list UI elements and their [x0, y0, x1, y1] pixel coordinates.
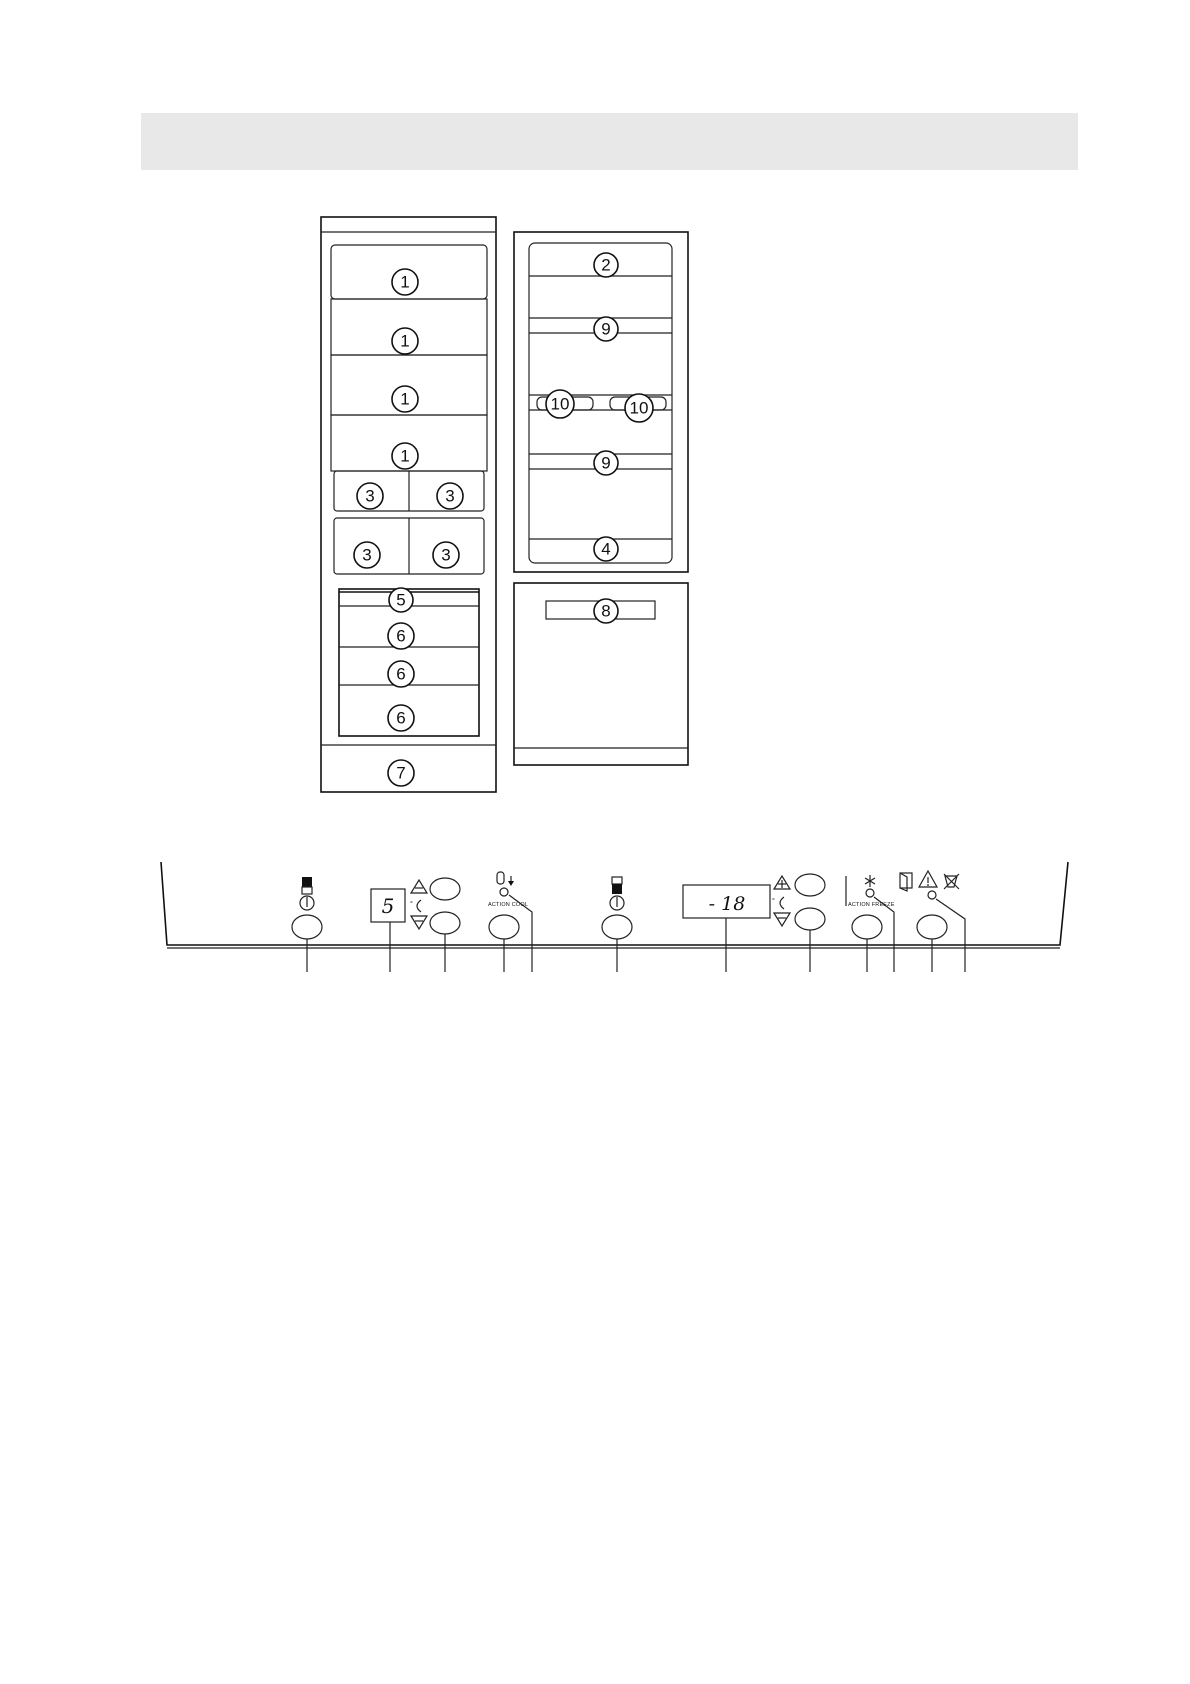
callout-2 — [594, 253, 618, 277]
action-freeze-label: ACTION FREEZE — [848, 902, 895, 908]
svg-text:4: 4 — [601, 539, 611, 559]
svg-text:6: 6 — [396, 708, 406, 728]
fridge-temp-value: 5 — [381, 894, 395, 918]
callout-3 — [357, 483, 383, 509]
action-freeze-button[interactable] — [852, 915, 882, 939]
freezer-temp-up-button[interactable] — [795, 874, 825, 896]
callout-3 — [437, 483, 463, 509]
action-freeze-led — [866, 889, 874, 897]
temp-down-icon — [774, 913, 790, 926]
svg-text:7: 7 — [396, 763, 406, 783]
alarm-off-icon — [944, 874, 959, 889]
freezer-temp-value: - 18 — [708, 893, 746, 915]
power-icon — [300, 896, 314, 910]
alarm-led — [928, 891, 936, 899]
alarm-led-leader — [936, 899, 965, 972]
svg-text:5: 5 — [396, 590, 406, 610]
callout-1 — [392, 328, 418, 354]
callout-10 — [625, 394, 653, 422]
power-icon — [610, 896, 624, 910]
callout-6 — [388, 705, 414, 731]
callout-9 — [594, 451, 618, 475]
temp-up-icon — [411, 880, 427, 893]
svg-text:1: 1 — [400, 389, 410, 409]
action-cool-button[interactable] — [489, 915, 519, 939]
action-cool-icon — [497, 872, 514, 886]
callout-1 — [392, 443, 418, 469]
celsius-icon — [417, 900, 421, 912]
callout-5 — [389, 588, 413, 612]
fridge-power-button[interactable] — [292, 915, 322, 939]
svg-text:3: 3 — [441, 545, 451, 565]
svg-text:6: 6 — [396, 664, 406, 684]
temp-up-icon — [774, 876, 790, 889]
callout-1 — [392, 386, 418, 412]
freezer-compartment-icon — [612, 877, 622, 884]
snowflake-icon — [865, 875, 875, 887]
svg-text:9: 9 — [601, 453, 611, 473]
svg-text:1: 1 — [400, 331, 410, 351]
callout-3 — [354, 542, 380, 568]
alarm-off-button[interactable] — [917, 915, 947, 939]
svg-text:6: 6 — [396, 626, 406, 646]
svg-text:°: ° — [772, 898, 775, 905]
callout-6 — [388, 623, 414, 649]
svg-text:10: 10 — [550, 394, 570, 414]
callout-8 — [594, 599, 618, 623]
fridge-temp-up-button[interactable] — [430, 878, 460, 900]
callout-9 — [594, 317, 618, 341]
action-cool-led — [500, 888, 508, 896]
warning-icon — [919, 871, 937, 887]
action-freeze-led-leader — [874, 897, 894, 972]
svg-text:8: 8 — [601, 601, 611, 621]
fridge-temp-down-button[interactable] — [430, 912, 460, 934]
callout-7 — [388, 760, 414, 786]
callout-6 — [388, 661, 414, 687]
svg-text:2: 2 — [601, 255, 611, 275]
svg-text:3: 3 — [445, 486, 455, 506]
door-open-icon — [900, 873, 912, 891]
svg-text:10: 10 — [629, 398, 649, 418]
callout-10 — [546, 390, 574, 418]
callout-4 — [594, 537, 618, 561]
action-cool-label: ACTION COOL — [488, 902, 529, 908]
temp-down-icon — [411, 916, 427, 929]
svg-text:1: 1 — [400, 272, 410, 292]
celsius-icon — [780, 897, 784, 909]
control-panel — [161, 862, 1068, 972]
svg-text:3: 3 — [365, 486, 375, 506]
fridge-door — [514, 232, 688, 572]
svg-text:1: 1 — [400, 446, 410, 466]
freezer-temp-down-button[interactable] — [795, 908, 825, 930]
svg-text:°: ° — [410, 901, 413, 908]
svg-text:3: 3 — [362, 545, 372, 565]
cabinet-interior — [321, 217, 496, 792]
callout-1 — [392, 269, 418, 295]
svg-text:9: 9 — [601, 319, 611, 339]
freezer-power-button[interactable] — [602, 915, 632, 939]
fridge-compartment-icon — [302, 877, 312, 887]
callout-3 — [433, 542, 459, 568]
